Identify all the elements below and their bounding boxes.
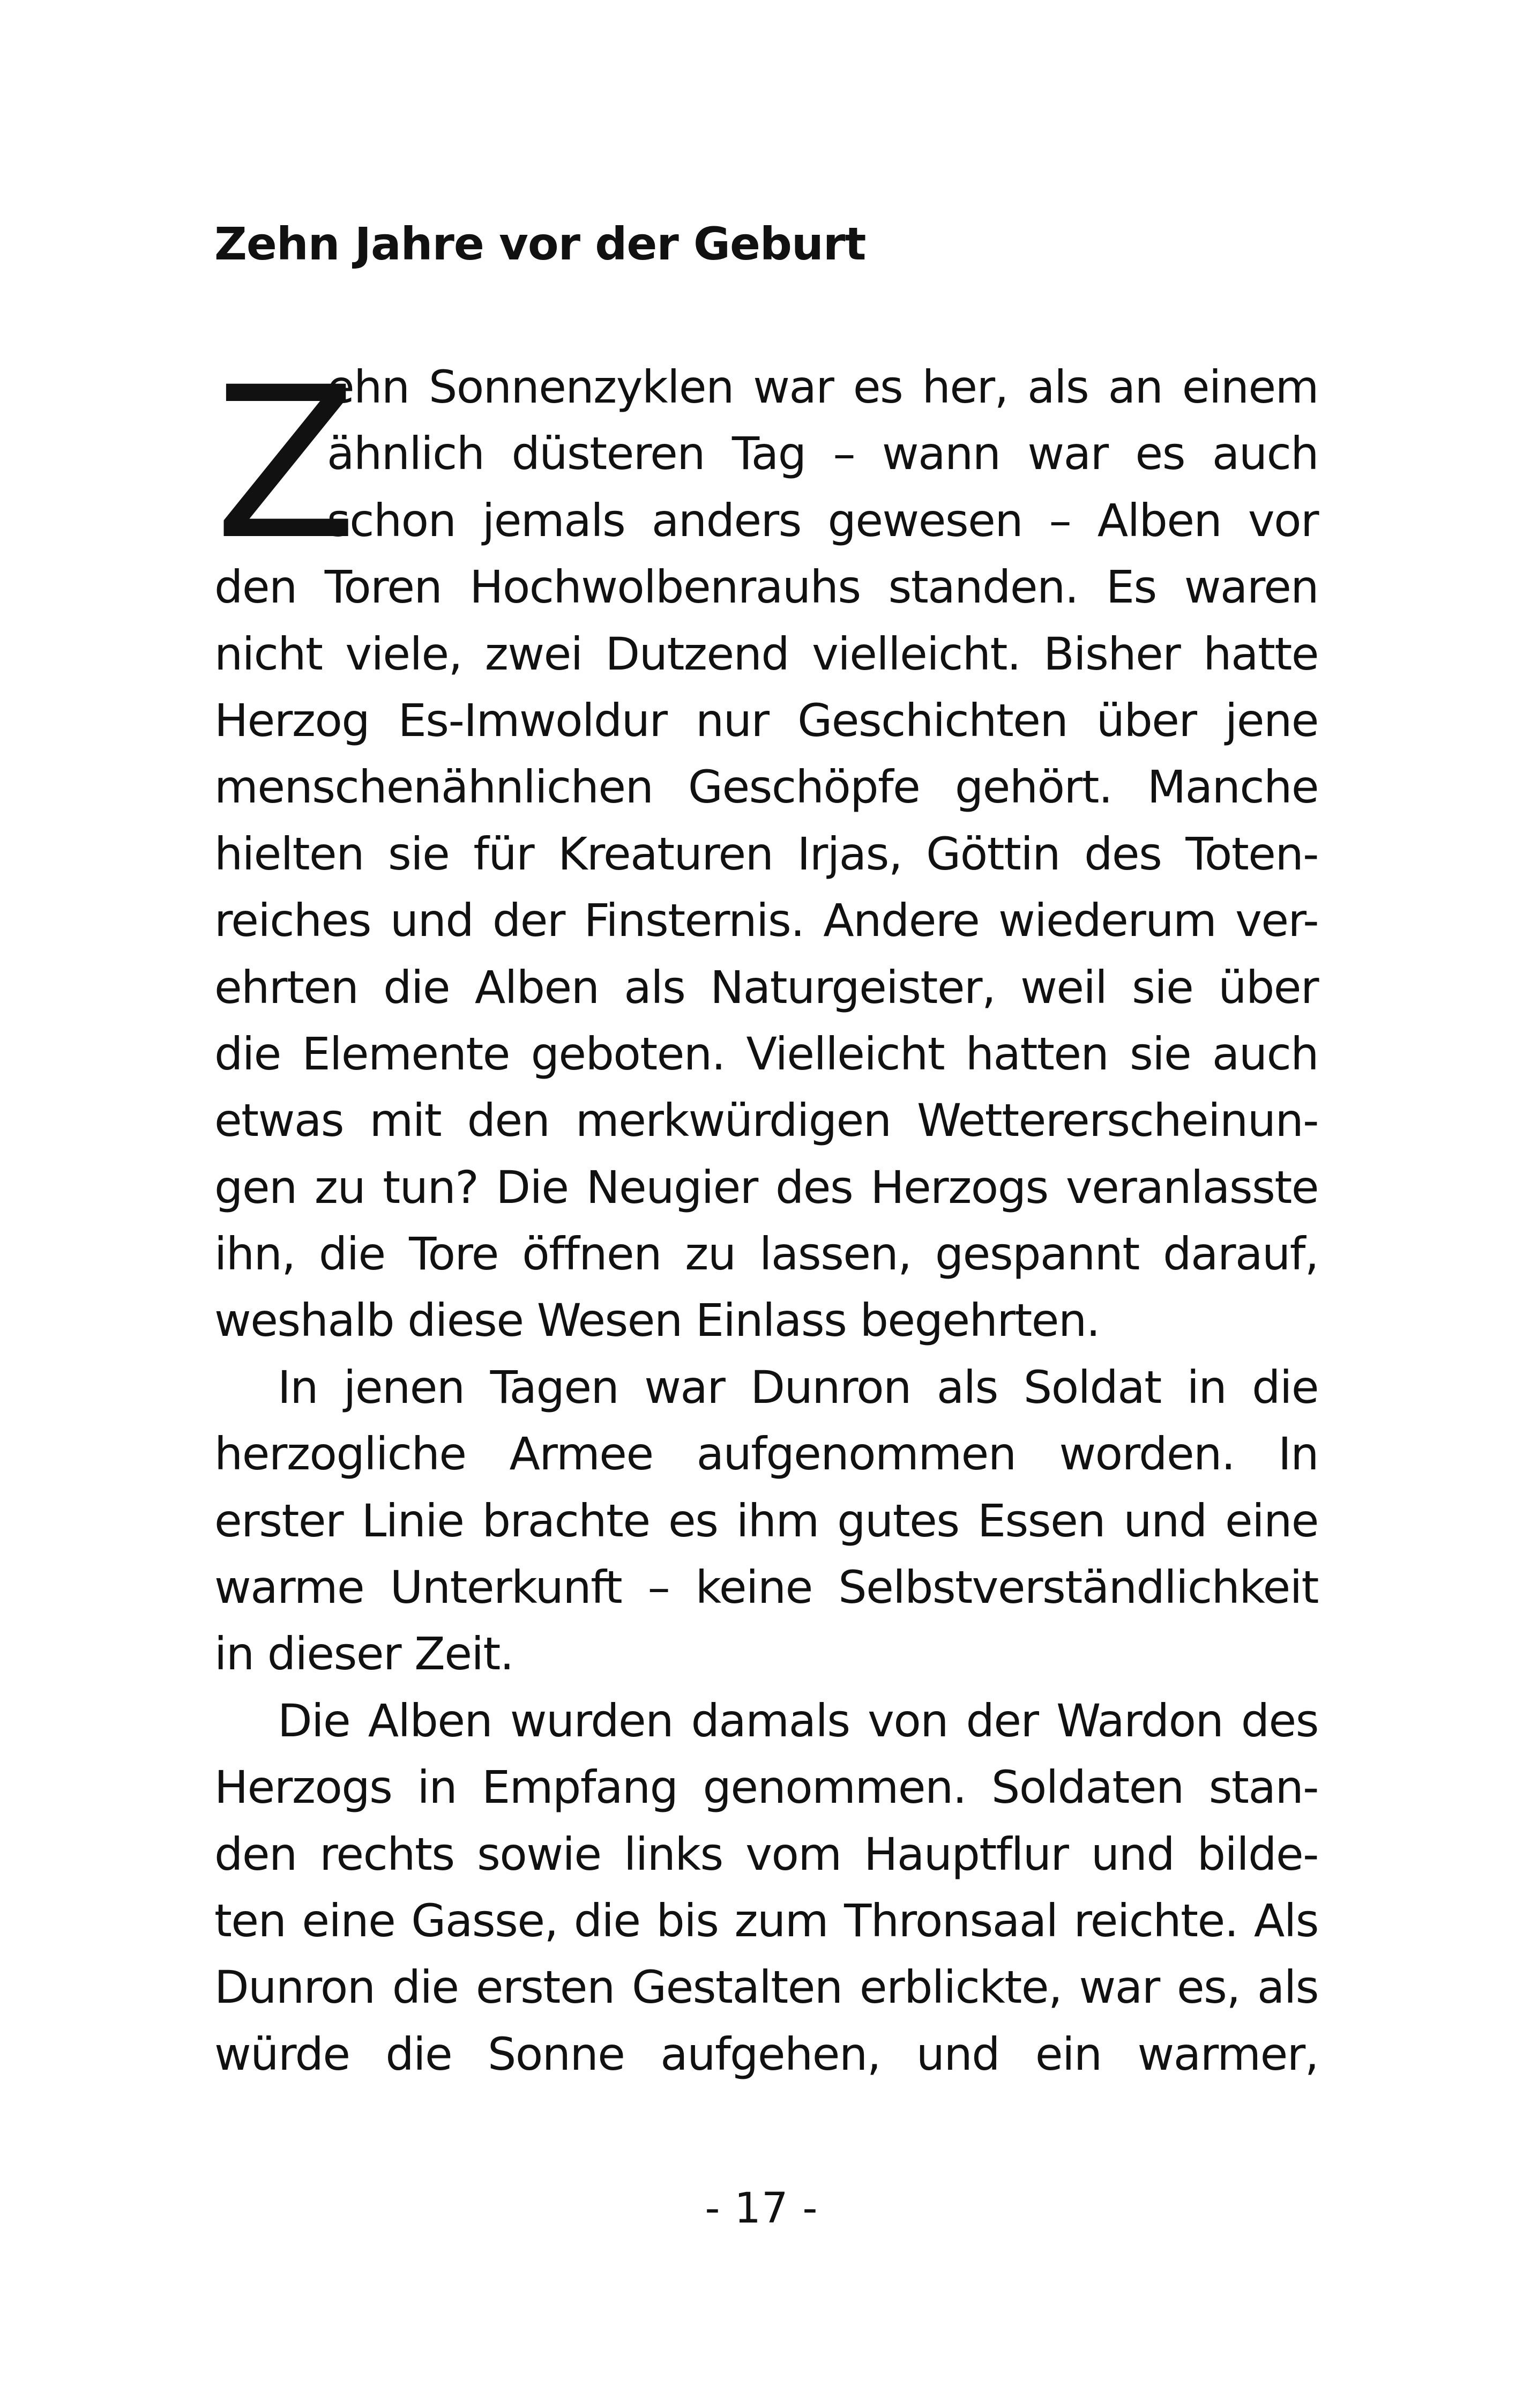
text-line: nicht viele, zwei Dutzend vielleicht. Bisher hatte [214, 627, 1318, 680]
text-line: Herzog Es-Imwoldur nur Geschichten über jene [214, 694, 1318, 747]
text-line: ehn Sonnenzyklen war es her, als an einem [327, 361, 1318, 413]
text-line: ten eine Gasse, die bis zum Thronsaal reichte. Als [214, 1894, 1318, 1947]
text-line: herzogliche Armee aufgenommen worden. In [214, 1428, 1318, 1481]
text-line: würde die Sonne aufgehen, und ein warmer, [214, 2027, 1318, 2080]
text-line: Dunron die ersten Gestalten erblickte, war es, als [214, 1961, 1318, 2014]
text-line: in dieser Zeit. [214, 1627, 513, 1681]
text-line: gen zu tun? Die Neugier des Herzogs veranlasste [214, 1161, 1318, 1214]
page-number: - 17 - [705, 2184, 818, 2233]
text-line: Die Alben wurden damals von der Wardon des [278, 1694, 1318, 1747]
text-line: In jenen Tagen war Dunron als Soldat in die [278, 1361, 1318, 1414]
text-line: den rechts sowie links vom Hauptflur und bilde- [214, 1827, 1318, 1881]
body-text [214, 342, 1318, 2087]
chapter-heading: Zehn Jahre vor der Geburt [214, 218, 866, 270]
text-line: menschenähnlichen Geschöpfe gehört. Manche [214, 761, 1318, 814]
text-line: erster Linie brachte es ihm gutes Essen und eine [214, 1494, 1318, 1547]
text-line: ähnlich düsteren Tag – wann war es auch [327, 427, 1318, 480]
text-line: den Toren Hochwolbenrauhs standen. Es waren [214, 561, 1318, 614]
text-line: reiches und der Finsternis. Andere wiederum ver- [214, 894, 1318, 947]
text-line: etwas mit den merkwürdigen Wettererscheinun- [214, 1094, 1318, 1147]
text-line: weshalb diese Wesen Einlass begehrten. [214, 1294, 1100, 1347]
text-line: ihn, die Tore öffnen zu lassen, gespannt darauf, [214, 1228, 1318, 1281]
text-line: ehrten die Alben als Naturgeister, weil sie über [214, 961, 1318, 1014]
drop-cap: Z [214, 342, 358, 585]
text-line: die Elemente geboten. Vielleicht hatten sie auch [214, 1027, 1318, 1080]
text-line: Herzogs in Empfang genommen. Soldaten stan- [214, 1761, 1318, 1814]
text-line: warme Unterkunft – keine Selbstverständlichkeit [214, 1561, 1318, 1614]
text-line: schon jemals anders gewesen – Alben vor [327, 494, 1318, 547]
text-line: hielten sie für Kreaturen Irjas, Göttin des Toten- [214, 827, 1318, 880]
